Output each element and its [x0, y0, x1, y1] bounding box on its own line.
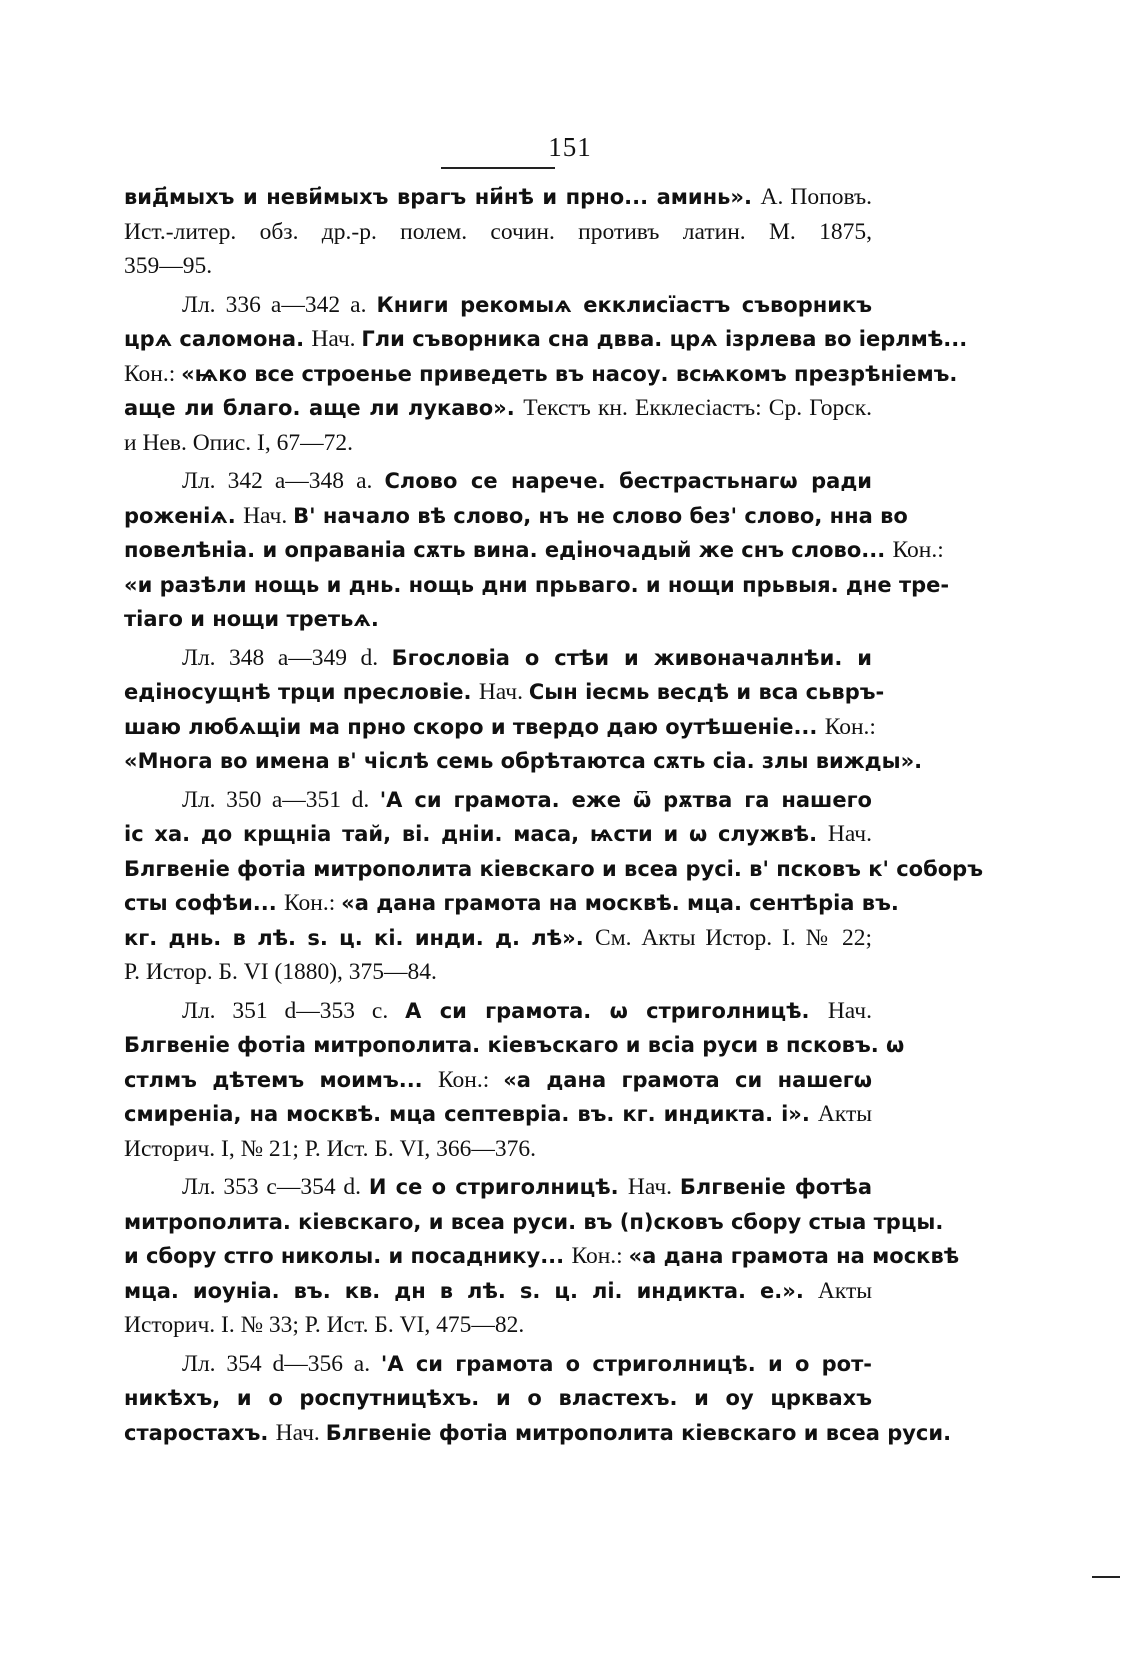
church-slavonic-text: Книги рекомыѧ екклисїастъ съворникъ [376, 292, 873, 317]
roman-text: 359—95. [124, 253, 213, 279]
roman-text: Историч. I, № 21; Р. Ист. Б. VI, 366—376. [124, 1135, 536, 1162]
text-line [124, 357, 958, 392]
text-line [124, 1132, 872, 1167]
paragraph [124, 641, 923, 779]
church-slavonic-text: «а дана грамота на москвѣ. мца. сентѣрiа въ. [341, 891, 899, 915]
text-line [124, 675, 885, 710]
roman-text: Лл. 354 d—356 a. [182, 1350, 381, 1377]
church-slavonic-text: 'А си грамота. еже ѿ рѫтва га нашего [379, 787, 872, 812]
church-slavonic-text: смиренiа, на москвѣ. мца септеврiа. въ. кг. индикта. і». [124, 1102, 818, 1126]
text-line [124, 1205, 944, 1240]
roman-text: Лл. 353 c—354 d. [182, 1174, 369, 1200]
church-slavonic-text: «Многа во имена в' чiслѣ семь обрѣтаютса сѫть сiа. злы вижды». [124, 749, 923, 773]
church-slavonic-text: А си грамота. ѡ стриголницѣ. [405, 998, 828, 1023]
roman-text: Акты [817, 1277, 872, 1304]
text-line [124, 1381, 872, 1416]
text-line [124, 249, 872, 284]
church-slavonic-text: едiносущнѣ трци пресловiе. [124, 680, 479, 704]
church-slavonic-text: «и разѣли нощь и днь. нощь дни прьваго. и нощи прьвыя. дне тре- [124, 572, 950, 597]
church-slavonic-text: Блгвенiе фотiа митрополита кiевскаго и всеа руси. [325, 1420, 952, 1445]
church-slavonic-text: сты софѣи... [124, 891, 285, 915]
page-number: 151 [548, 132, 592, 162]
text-line [124, 710, 876, 745]
text-line [124, 215, 872, 250]
church-slavonic-text: Блгвенiе фотѣа [679, 1175, 872, 1199]
roman-text: Лл. 336 a—342 a. [182, 291, 377, 318]
church-slavonic-text: тiаго и нощи третьѧ. [124, 607, 379, 631]
roman-text: Р. Истор. Б. VI (1880), 375—84. [124, 959, 437, 985]
church-slavonic-text: аще ли благо. аще ли лукаво». [124, 396, 524, 420]
church-slavonic-text: Блгвенiе фотiа митрополита. кiевъскаго и всiа руси в псковъ. ѡ [124, 1033, 905, 1057]
roman-text: Ист.-литер. обз. др.-р. полем. сочин. противъ латин. М. 1875, [124, 218, 872, 245]
text-line [124, 602, 872, 637]
church-slavonic-text: Блгвенiе фотiа митрополита кiевскаго и всеа русі. в' псковъ к' соборъ [124, 856, 983, 881]
roman-text: Кон.: [824, 713, 876, 740]
text-line [124, 852, 983, 887]
roman-text: Нач. [627, 1174, 680, 1200]
roman-text: Кон.: [284, 890, 342, 916]
paragraph [124, 288, 968, 461]
church-slavonic-text: повелѣнiа. и оправанiа сѫть вина. едiночадый же снъ слово... [124, 538, 893, 562]
paragraph [124, 1170, 960, 1343]
church-slavonic-text: црѧ саломона. [124, 327, 312, 351]
roman-text: Кон.: [571, 1243, 629, 1269]
paragraph [124, 464, 950, 637]
roman-text: Историч. I. № 33; Р. Ист. Б. VI, 475—82. [124, 1312, 525, 1338]
church-slavonic-text: «ѩко все строенье приведеть въ насоу. всѩкомъ презрѣнiемъ. [181, 361, 958, 386]
text-line [124, 180, 872, 215]
main-text [124, 180, 983, 1450]
church-slavonic-text: И се о стриголницѣ. [368, 1175, 628, 1199]
text-line [124, 955, 872, 990]
text-line [124, 322, 968, 357]
church-slavonic-text: стлмъ дѣтемъ моимъ... [124, 1067, 439, 1092]
text-line [124, 1239, 960, 1274]
roman-text: Акты [817, 1101, 872, 1127]
text-line [124, 744, 923, 779]
church-slavonic-text: мца. иоунiа. въ. кв. дн в лѣ. s. ц. лі. индикта. е.». [124, 1278, 818, 1303]
text-line [124, 1308, 872, 1343]
text-line [124, 1097, 872, 1132]
text-line [124, 886, 899, 921]
church-slavonic-text: кг. днь. в лѣ. s. ц. кі. инди. д. лѣ». [124, 925, 596, 950]
text-line [124, 1170, 872, 1205]
roman-text: А. Поповъ. [760, 184, 872, 210]
roman-text: Лл. 351 d—353 c. [182, 997, 406, 1024]
church-slavonic-text: вид҃мыхъ и неви҃мыхъ врагъ ни҃нѣ и прно... аминь». [124, 185, 761, 209]
roman-text: Нач. [275, 1419, 326, 1446]
church-slavonic-text: В' начало вѣ слово, нъ не слово без' слово, нна во [293, 503, 908, 528]
roman-text: См. Акты Истор. I. № 22; [595, 924, 872, 951]
church-slavonic-text: Бгословiа о стѣи и живоначалнѣи. и [391, 645, 872, 670]
roman-text: Текстъ кн. Екклесiастъ: Ср. Горск. [523, 395, 872, 421]
roman-text: Кон.: [438, 1066, 504, 1093]
church-slavonic-text: «а дана грамота си нашегѡ [503, 1067, 873, 1092]
church-slavonic-text: Слово се нарече. бестрастьнагѡ ради [384, 469, 872, 493]
text-line [124, 994, 872, 1029]
roman-text: Нач. [827, 997, 872, 1024]
text-line [124, 464, 872, 499]
text-line [124, 391, 872, 426]
roman-text: Лл. 348 a—349 d. [182, 644, 392, 671]
text-line [124, 641, 872, 676]
church-slavonic-text: митрополита. кiевскаго, и всеа руси. въ (п)сковъ сбору стыа трцы. [124, 1209, 944, 1234]
roman-text: Нач. [311, 326, 362, 352]
church-slavonic-text: старостахъ. [124, 1420, 276, 1445]
roman-text: Кон.: [892, 537, 944, 563]
paragraph [124, 1347, 952, 1451]
text-line [124, 921, 872, 956]
church-slavonic-text: роженiѧ. [124, 503, 244, 528]
roman-text: Нач. [478, 679, 529, 705]
church-slavonic-text: 'А си грамота о стриголницѣ. и о рот- [380, 1351, 872, 1376]
page-number-rule [441, 167, 555, 169]
text-line [124, 568, 950, 603]
church-slavonic-text: шаю любѧщiи ма прно скоро и твердо даю оутѣшенiе... [124, 714, 825, 739]
roman-text: и Нев. Опис. I, 67—72. [124, 429, 353, 456]
church-slavonic-text: и сбору стго николы. и посаднику... [124, 1244, 572, 1268]
church-slavonic-text: Гли съворника сна двва. црѧ iзрлева во iерлмѣ... [361, 327, 968, 351]
text-line [124, 1347, 872, 1382]
text-line [124, 1274, 872, 1309]
text-line [124, 426, 872, 461]
paragraph [124, 783, 983, 990]
text-line [124, 1028, 905, 1063]
text-line [124, 288, 872, 323]
roman-text: Кон.: [124, 360, 182, 387]
paragraph [124, 180, 872, 284]
roman-text: Лл. 342 a—348 a. [182, 468, 385, 494]
roman-text: Нач. [243, 502, 294, 529]
paragraph [124, 994, 905, 1167]
text-line [124, 533, 944, 568]
text-line [124, 1416, 952, 1451]
roman-text: Нач. [827, 821, 872, 847]
church-slavonic-text: никѣхъ, и о роспутницѣхъ. и о властехъ. и оу црквахъ [124, 1386, 872, 1410]
church-slavonic-text: Сын iесмь весдѣ и вса сьвръ- [528, 680, 885, 704]
text-line [124, 783, 872, 818]
text-line [124, 817, 872, 852]
text-line [124, 1063, 872, 1098]
church-slavonic-text: «а дана грамота на москвѣ [628, 1244, 960, 1268]
text-line [124, 499, 908, 534]
margin-mark [1092, 1576, 1120, 1578]
roman-text: Лл. 350 a—351 d. [182, 786, 380, 813]
church-slavonic-text: iс ха. до крщнiа тай, ві. днiи. маса, ѩсти и ѡ служвѣ. [124, 822, 828, 846]
